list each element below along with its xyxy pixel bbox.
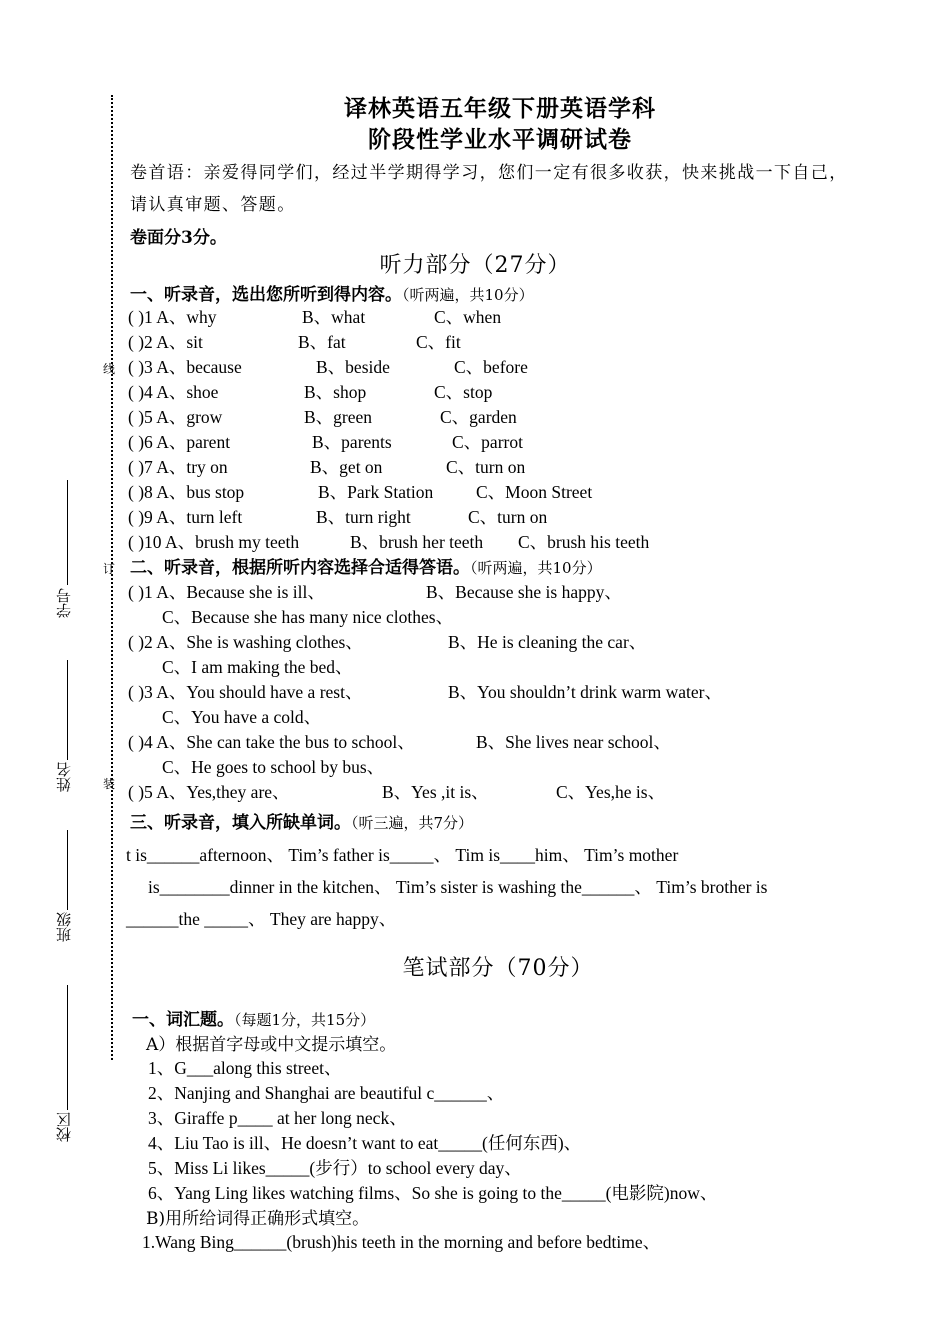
side-label-student-id: 学号 bbox=[55, 588, 73, 618]
listening-part3-note: （听三遍，共7分） bbox=[351, 814, 474, 832]
listening-part2-header bbox=[130, 553, 602, 578]
list-item: 6、Yang Ling likes watching films、So she is going to the_____(电影院)now、 bbox=[148, 1183, 718, 1203]
listening-part2-note: （听两遍，共10分） bbox=[470, 559, 602, 577]
writing-sub-a: A）根据首字母或中文提示填空。 bbox=[146, 1035, 397, 1055]
side-fill-line-id bbox=[67, 480, 68, 585]
intro-line-1: 卷首语：亲爱得同学们，经过半学期得学习，您们一定有很多收获，快来挑战一下自己， bbox=[130, 163, 848, 183]
listening-part2-title: 二、听录音，根据所听内容选择合适得答语。 bbox=[130, 558, 470, 578]
side-fill-line-class bbox=[67, 830, 68, 910]
fill-blank-line-1: t is______afternoon、 Tim’s father is_____、 Tim is____him、 Tim’s mother bbox=[126, 845, 679, 865]
intro-line-2: 请认真审题、答题。 bbox=[130, 195, 296, 215]
list-item-option-c: C、I am making the bed、 bbox=[162, 657, 353, 677]
list-item: 2、Nanjing and Shanghai are beautiful c______、 bbox=[148, 1083, 505, 1103]
side-label-school: 校区 bbox=[55, 1112, 73, 1142]
page-title-line2: 阶段性学业水平调研试卷 bbox=[368, 126, 632, 153]
binding-mark-order: 订 bbox=[103, 562, 116, 576]
fill-blank-line-2: is________dinner in the kitchen、 Tim’s sister is washing the______、 Tim’s brother is bbox=[148, 877, 768, 897]
listening-part3-title: 三、听录音，填入所缺单词。 bbox=[130, 813, 351, 833]
score-note: 卷面分3分。 bbox=[130, 228, 227, 248]
fill-blank-line-3: ______the _____、 They are happy、 bbox=[126, 909, 397, 929]
list-item: 1、G___along this street、 bbox=[148, 1058, 342, 1078]
writing-part1-note: （每题1分，共15分） bbox=[234, 1011, 376, 1029]
list-item-option-c: C、Because she has many nice clothes、 bbox=[162, 607, 454, 627]
binding-mark-line: 线 bbox=[103, 362, 116, 376]
page-title-line1: 译林英语五年级下册英语学科 bbox=[344, 95, 656, 122]
binding-mark-bind: 装 bbox=[103, 777, 116, 791]
listening-part1-title: 一、听录音，选出您所听到得内容。 bbox=[130, 285, 402, 305]
list-item: 4、Liu Tao is ill、He doesn’t want to eat_____(任何东西)、 bbox=[148, 1133, 582, 1153]
listening-part1-note: （听两遍，共10分） bbox=[402, 286, 534, 304]
side-label-name: 姓名 bbox=[55, 762, 73, 792]
binding-dotted-line bbox=[111, 95, 113, 1060]
list-item: 5、Miss Li likes_____(步行）to school every day、 bbox=[148, 1158, 522, 1178]
writing-part1-title: 一、词汇题。 bbox=[132, 1010, 234, 1030]
side-fill-line-name bbox=[67, 660, 68, 760]
list-item-option-c: C、He goes to school by bus、 bbox=[162, 757, 385, 777]
listening-part3-header bbox=[130, 808, 473, 833]
writing-heading: 笔试部分（70分） bbox=[402, 956, 594, 981]
side-label-class: 班级 bbox=[55, 912, 73, 942]
list-item: 3、Giraffe p____ at her long neck、 bbox=[148, 1108, 407, 1128]
writing-part1-header bbox=[132, 1005, 375, 1030]
listening-part1-header bbox=[130, 280, 534, 305]
writing-sub-b: B)用所给词得正确形式填空。 bbox=[146, 1209, 370, 1229]
side-fill-line-school bbox=[67, 985, 68, 1110]
listening-heading: 听力部分（27分） bbox=[379, 253, 571, 278]
list-item-option-c: C、You have a cold、 bbox=[162, 707, 322, 727]
list-item: 1.Wang Bing______(brush)his teeth in the morning and before bedtime、 bbox=[142, 1232, 661, 1252]
